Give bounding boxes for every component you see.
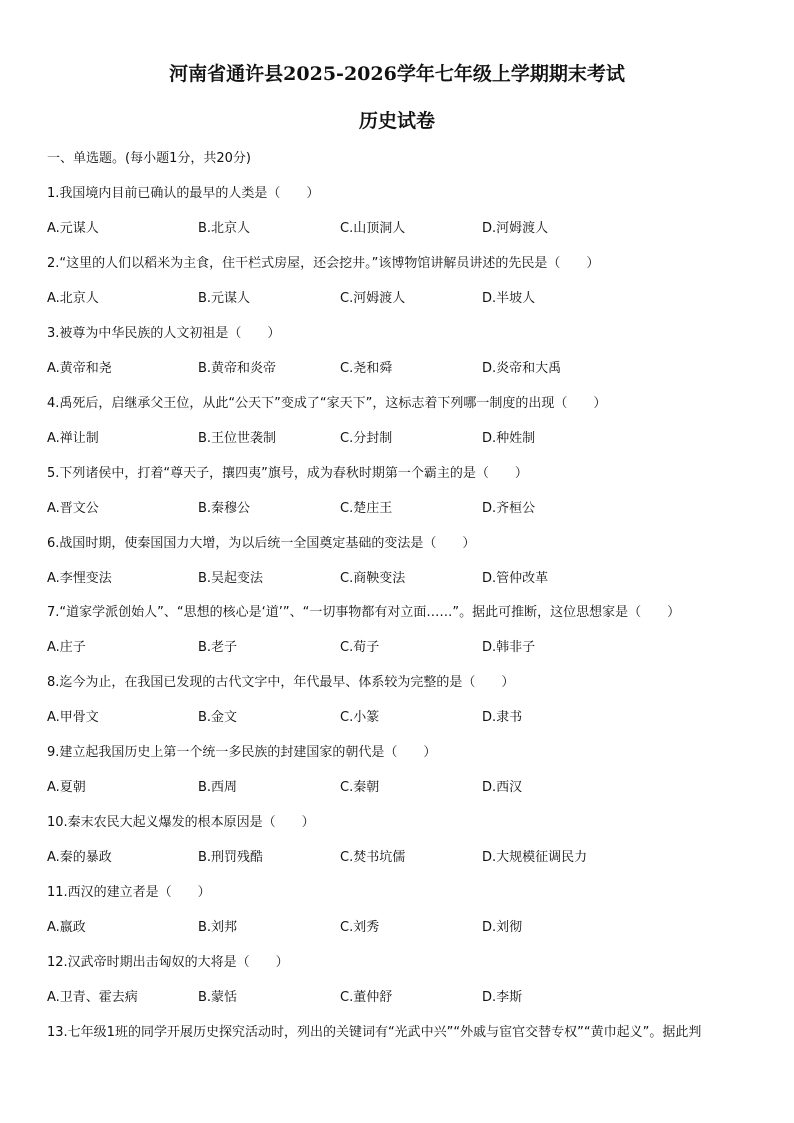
- answer-option: B.秦穆公: [198, 501, 251, 516]
- question-text: 9.建立起我国历史上第一个统一多民族的封建国家的朝代是（ ）: [47, 745, 437, 760]
- answer-option: B.北京人: [198, 221, 251, 236]
- answer-option: A.禅让制: [47, 431, 99, 446]
- question-text: 1.我国境内目前已确认的最早的人类是（ ）: [47, 186, 320, 201]
- exam-title: 河南省通许县2025-2026学年七年级上学期期末考试: [169, 63, 625, 85]
- question-text: 2.“这里的人们以稻米为主食，住干栏式房屋，还会挖井。”该博物馆讲解员讲述的先民是（ ）: [47, 256, 600, 271]
- answer-option: D.刘彻: [482, 920, 523, 935]
- option-row: [47, 919, 767, 937]
- answer-option: C.分封制: [340, 431, 393, 446]
- answer-option: C.荀子: [340, 640, 380, 655]
- answer-option: B.老子: [198, 640, 238, 655]
- question-text: 7.“道家学派创始人”、“思想的核心是‘道’”、“一切事物都有对立面……”。据此可推断，这位思想家是（ ）: [47, 605, 681, 620]
- question-text: 4.禹死后，启继承父王位，从此“公天下”变成了“家天下”，这标志着下列哪一制度的出现（ ）: [47, 396, 607, 411]
- answer-option: A.秦的暴政: [47, 850, 112, 865]
- answer-option: D.齐桓公: [482, 501, 536, 516]
- answer-option: C.楚庄王: [340, 501, 393, 516]
- answer-option: D.大规模征调民力: [482, 850, 588, 865]
- answer-option: D.管仲改革: [482, 571, 549, 586]
- answer-option: C.刘秀: [340, 920, 380, 935]
- answer-option: C.董仲舒: [340, 990, 393, 1005]
- answer-option: B.西周: [198, 780, 238, 795]
- answer-option: A.嬴政: [47, 920, 86, 935]
- answer-option: B.吴起变法: [198, 571, 264, 586]
- answer-option: A.北京人: [47, 291, 99, 306]
- option-row: [47, 849, 767, 867]
- answer-option: B.蒙恬: [198, 990, 238, 1005]
- option-row: [47, 430, 767, 448]
- answer-option: D.隶书: [482, 710, 523, 725]
- option-row: [47, 570, 767, 588]
- answer-option: D.韩非子: [482, 640, 536, 655]
- question-text: 3.被尊为中华民族的人文初祖是（ ）: [47, 326, 281, 341]
- answer-option: C.河姆渡人: [340, 291, 406, 306]
- answer-option: D.炎帝和大禹: [482, 361, 562, 376]
- option-row: [47, 500, 767, 518]
- section-heading: 一、单选题。(每小题1分，共20分): [47, 151, 251, 166]
- option-row: [47, 779, 767, 797]
- option-row: [47, 220, 767, 238]
- answer-option: A.李悝变法: [47, 571, 112, 586]
- exam-subtitle: 历史试卷: [358, 110, 435, 132]
- answer-option: D.河姆渡人: [482, 221, 549, 236]
- question-text: 11.西汉的建立者是（ ）: [47, 885, 211, 900]
- question-text: 8.迄今为止，在我国已发现的古代文字中，年代最早、体系较为完整的是（ ）: [47, 675, 515, 690]
- answer-option: C.商鞅变法: [340, 571, 406, 586]
- question-text: 12.汉武帝时期出击匈奴的大将是（ ）: [47, 955, 289, 970]
- answer-option: C.山顶洞人: [340, 221, 406, 236]
- answer-option: C.焚书坑儒: [340, 850, 406, 865]
- answer-option: B.金文: [198, 710, 238, 725]
- option-row: [47, 360, 767, 378]
- answer-option: D.西汉: [482, 780, 523, 795]
- answer-option: C.小篆: [340, 710, 380, 725]
- question-text: 6.战国时期，使秦国国力大增，为以后统一全国奠定基础的变法是（ ）: [47, 536, 476, 551]
- question-text: 5.下列诸侯中，打着“尊天子，攘四夷”旗号，成为春秋时期第一个霸主的是（ ）: [47, 466, 528, 481]
- answer-option: A.卫青、霍去病: [47, 990, 138, 1005]
- option-row: [47, 989, 767, 1007]
- answer-option: C.秦朝: [340, 780, 380, 795]
- answer-option: A.庄子: [47, 640, 86, 655]
- answer-option: D.种姓制: [482, 431, 536, 446]
- question-text: 13.七年级1班的同学开展历史探究活动时，列出的关键词有“光武中兴”“外戚与宦官交替专权”“黄巾起义”。据此判: [47, 1025, 702, 1040]
- answer-option: B.元谋人: [198, 291, 251, 306]
- question-text: 10.秦末农民大起义爆发的根本原因是（ ）: [47, 815, 315, 830]
- answer-option: A.夏朝: [47, 780, 86, 795]
- answer-option: C.尧和舜: [340, 361, 393, 376]
- answer-option: B.刑罚残酷: [198, 850, 264, 865]
- option-row: [47, 709, 767, 727]
- answer-option: A.晋文公: [47, 501, 99, 516]
- answer-option: D.李斯: [482, 990, 523, 1005]
- answer-option: A.甲骨文: [47, 710, 99, 725]
- answer-option: B.王位世袭制: [198, 431, 277, 446]
- option-row: [47, 290, 767, 308]
- answer-option: D.半坡人: [482, 291, 536, 306]
- option-row: [47, 639, 767, 657]
- answer-option: B.刘邦: [198, 920, 238, 935]
- answer-option: A.黄帝和尧: [47, 361, 112, 376]
- answer-option: B.黄帝和炎帝: [198, 361, 277, 376]
- answer-option: A.元谋人: [47, 221, 99, 236]
